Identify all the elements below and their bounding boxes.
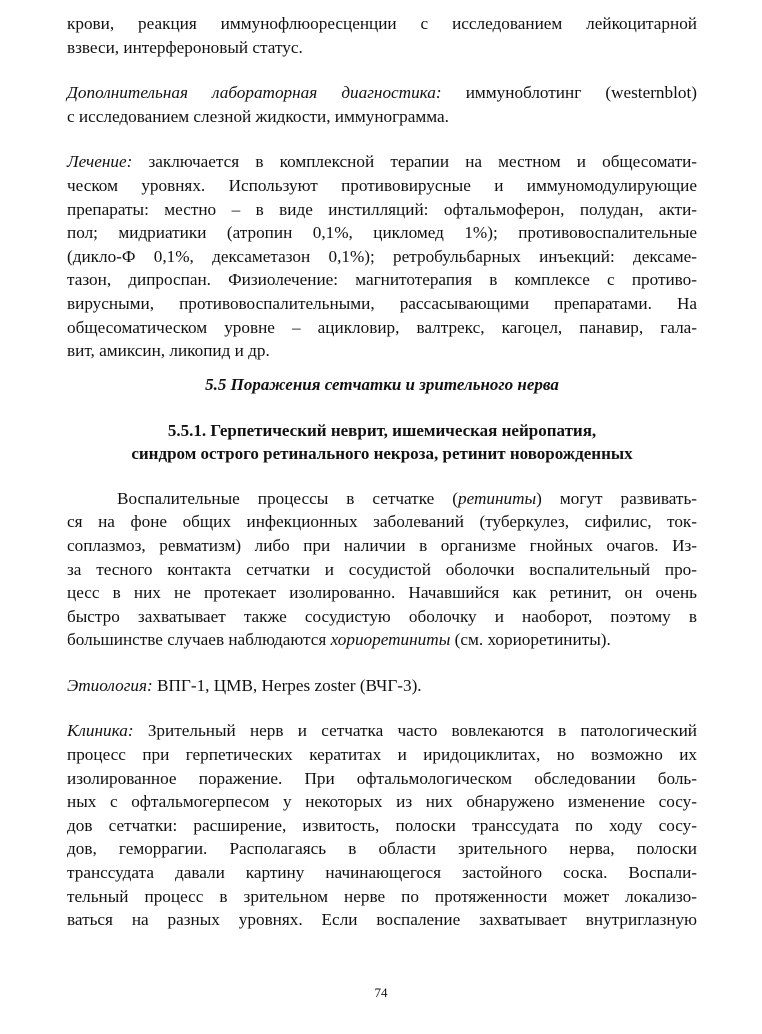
text-line [67, 487, 697, 511]
text-line: вирусными, противовоспалительными, рассасывающими препаратами. На [67, 293, 697, 313]
page-text-block [67, 12, 697, 932]
subsection-heading-line: 5.5.1. Герпетический неврит, ишемическая нейропатия, [167, 420, 597, 440]
text-line: препараты: местно – в виде инстилляций: офтальмоферон, полудан, акти- [67, 199, 697, 219]
paragraph-etiology [67, 674, 697, 698]
term-retinitis: ретиниты [457, 488, 537, 508]
paragraph-continuation [67, 12, 697, 59]
text-line: дов сетчатки: расширение, извитость, полоски транссудата по ходу сосу- [67, 815, 697, 835]
text-line: пол; мидриатики (атропин 0,1%, цикломед 1%); противовоспалительные [67, 223, 697, 243]
text-line [67, 150, 697, 174]
text-line: с исследованием слезной жидкости, иммунограмма. [67, 106, 449, 126]
paragraph-additional-diagnostics [67, 81, 697, 128]
text-line: ся на фоне общих инфекционных заболеваний (туберкулез, сифилис, ток- [67, 512, 697, 532]
paragraph-label: Этиология: [67, 675, 153, 695]
text-line [67, 81, 697, 105]
paragraph-label: Лечение: [67, 152, 133, 172]
page-number: 74 [374, 985, 388, 1000]
paragraph-label: Дополнительная лабораторная диагностика: [67, 83, 442, 103]
text-span: Воспалительные процессы в сетчатке ( [117, 488, 458, 508]
text-line: транссудата давали картину начинающегося застойного соска. Воспали- [67, 863, 697, 883]
text-span: большинстве случаев наблюдаются [67, 630, 331, 650]
text-line: дов, геморрагии. Располагаясь в области зрительного нерва, полоски [67, 839, 697, 859]
text-line: ваться на разных уровнях. Если воспаление захватывает внутриглазную [67, 910, 697, 930]
text-span: (см. хориоретиниты). [450, 630, 611, 650]
text-span: иммуноблотинг (westernblot) [441, 83, 697, 103]
text-span: заключается в комплексной терапии на местном и общесомати- [132, 152, 697, 172]
text-line: за тесного контакта сетчатки и сосудистой оболочки воспалительный про- [67, 559, 697, 579]
paragraph-retinitis [67, 487, 697, 652]
text-span: ВПГ-1, ЦМВ, Herpes zoster (ВЧГ-3). [152, 675, 422, 695]
text-line [67, 674, 697, 698]
text-line: ческом уровнях. Используют противовирусные и иммуномодулирующие [67, 175, 697, 195]
text-line: вит, амиксин, ликопид и др. [67, 341, 270, 361]
paragraph-treatment [67, 150, 697, 362]
text-line: взвеси, интерфероновый статус. [67, 37, 303, 57]
text-line: (дикло-Ф 0,1%, дексаметазон 0,1%); ретробульбарных инъекций: дексаме- [67, 246, 697, 266]
text-span: ) могут развивать- [536, 488, 698, 508]
text-line [67, 719, 697, 743]
text-line: тазон, дипроспан. Физиолечение: магнитотерапия в комплексе с противо- [67, 270, 697, 290]
text-line: соплазмоз, ревматизм) либо при наличии в организме гнойных очагов. Из- [67, 535, 697, 555]
subsection-heading-line: синдром острого ретинального некроза, ретинит новорожденных [131, 443, 633, 463]
text-line: быстро захватывает также сосудистую оболочку и наоборот, поэтому в [67, 606, 697, 626]
text-line: изолированное поражение. При офтальмологическом обследовании боль- [67, 768, 697, 788]
text-span: Зрительный нерв и сетчатка часто вовлекаются в патологический [133, 721, 697, 741]
section-heading: 5.5 Поражения сетчатки и зрительного нерва [205, 374, 559, 394]
term-chorioretinitis: хориоретиниты [330, 630, 451, 650]
text-line [67, 628, 697, 652]
paragraph-clinic [67, 719, 697, 931]
paragraph-label: Клиника: [67, 721, 134, 741]
text-line: процесс при герпетических кератитах и иридоциклитах, но возможно их [67, 745, 697, 765]
subsection-heading [67, 419, 697, 465]
text-line: цесс в них не протекает изолированно. Начавшийся как ретинит, он очень [67, 583, 697, 603]
text-line: ных с офтальмогерпесом у некоторых из них обнаружено изменение сосу- [67, 792, 697, 812]
text-line: крови, реакция иммунофлюоресценции с исследованием лейкоцитарной [67, 14, 697, 33]
text-line: общесоматическом уровне – ацикловир, валтрекс, кагоцел, панавир, гала- [67, 317, 697, 337]
text-line: тельный процесс в зрительном нерве по протяженности может локализо- [67, 886, 697, 906]
